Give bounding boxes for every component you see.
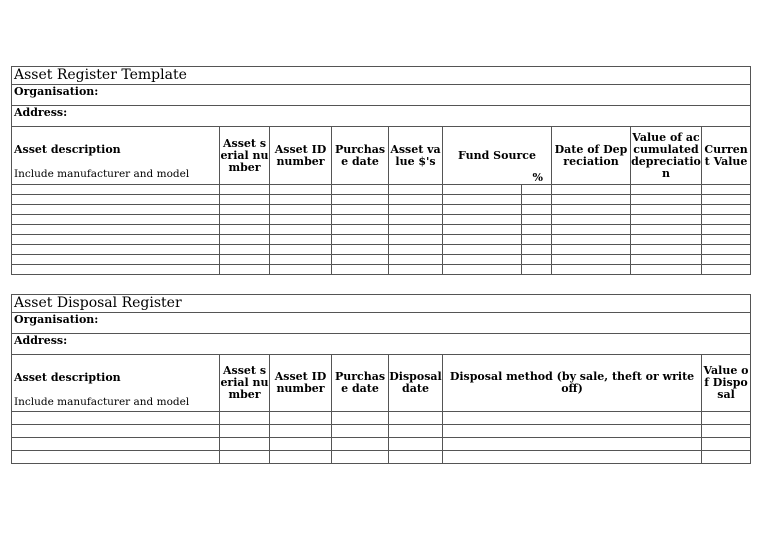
table-row <box>12 205 751 215</box>
header-fund-source-label: Fund Source <box>458 148 536 162</box>
header-asset-value: Asset value $'s <box>389 127 443 185</box>
disposal-header-asset-description-sub: Include manufacturer and model <box>14 396 190 408</box>
disposal-header-purchase-date: Purchase date <box>332 355 389 412</box>
disposal-header-method: Disposal method (by sale, theft or write off) <box>443 355 702 412</box>
disposal-address-label: Address: <box>12 334 751 355</box>
header-serial: Asset serial number <box>220 127 270 185</box>
table-row <box>12 412 751 425</box>
header-current-value: Current Value <box>702 127 751 185</box>
table-row <box>12 255 751 265</box>
table-row <box>12 425 751 438</box>
table-row <box>12 235 751 245</box>
header-accumulated-depreciation: Value of accumulated depreciation <box>631 127 702 185</box>
register-title: Asset Register Template <box>12 67 751 85</box>
header-asset-description-sub: Include manufacturer and model <box>14 168 190 180</box>
disposal-header-asset-id: Asset ID number <box>270 355 332 412</box>
header-asset-description-label: Asset description <box>14 143 121 156</box>
table-row <box>12 438 751 451</box>
table-row <box>12 451 751 464</box>
header-asset-description <box>12 127 220 185</box>
asset-disposal-table <box>11 294 751 464</box>
header-asset-id: Asset ID number <box>270 127 332 185</box>
table-row <box>12 245 751 255</box>
table-row <box>12 225 751 235</box>
disposal-header-asset-description <box>12 355 220 412</box>
table-row <box>12 185 751 195</box>
disposal-title: Asset Disposal Register <box>12 295 751 313</box>
header-fund-percent: % <box>532 171 543 184</box>
disposal-header-disposal-date: Disposal date <box>389 355 443 412</box>
disposal-organisation-label: Organisation: <box>12 313 751 334</box>
header-purchase-date: Purchase date <box>332 127 389 185</box>
disposal-header-value: Value of Disposal <box>702 355 751 412</box>
table-row <box>12 265 751 275</box>
disposal-header-serial: Asset serial number <box>220 355 270 412</box>
asset-register-table <box>11 66 751 275</box>
table-row <box>12 195 751 205</box>
register-organisation-label: Organisation: <box>12 85 751 106</box>
register-address-label: Address: <box>12 106 751 127</box>
header-depreciation-date: Date of Depreciation <box>552 127 631 185</box>
table-row <box>12 215 751 225</box>
header-fund-source <box>443 127 552 185</box>
disposal-header-asset-description-label: Asset description <box>14 371 121 384</box>
